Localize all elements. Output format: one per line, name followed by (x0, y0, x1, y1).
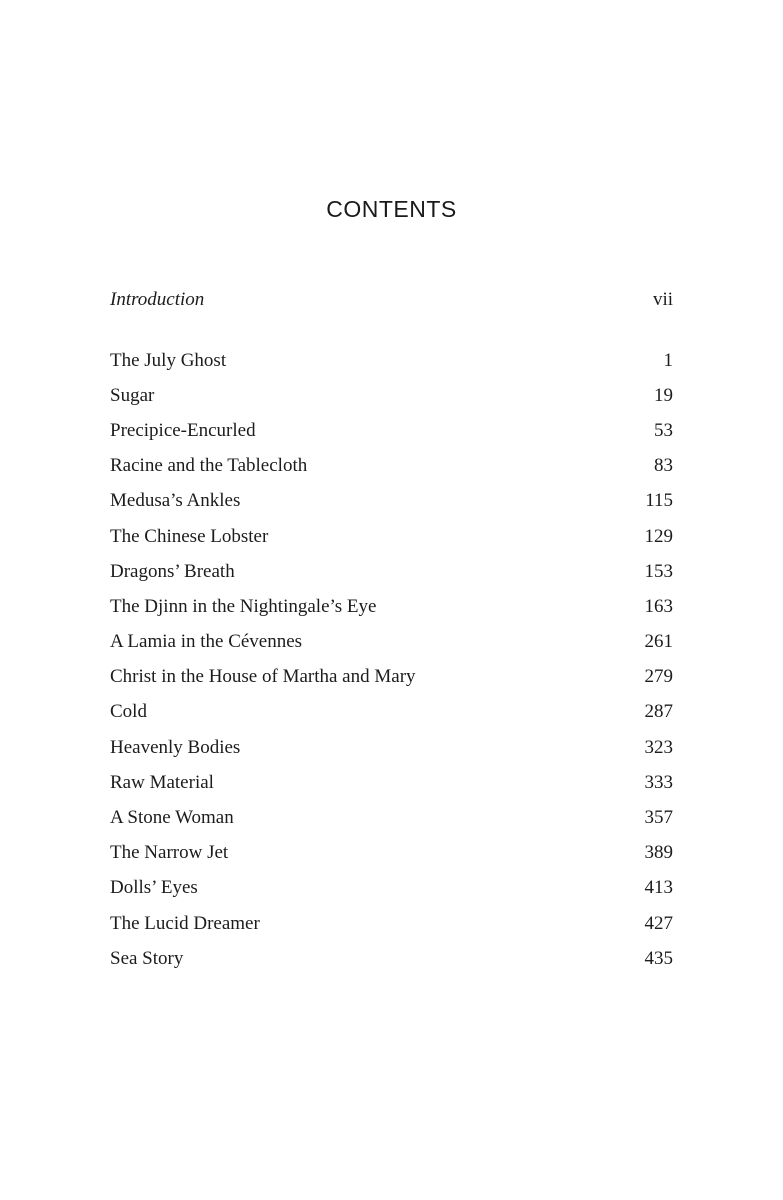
entry-page-number: 333 (644, 771, 673, 793)
entry-title: The Narrow Jet (110, 842, 229, 864)
toc-entry (110, 449, 673, 484)
entry-page-number: 1 (663, 349, 673, 371)
entry-title: Medusa’s Ankles (110, 490, 241, 512)
entry-page-number: 53 (654, 419, 673, 441)
toc-entry (110, 343, 673, 378)
entry-title: The Lucid Dreamer (110, 912, 260, 934)
toc-entry (110, 589, 673, 624)
toc-entry (110, 765, 673, 800)
entry-page-number: 115 (645, 490, 673, 512)
entry-title: A Lamia in the Cévennes (110, 631, 303, 653)
entry-page-number: 19 (654, 384, 673, 406)
entry-page-number: 389 (644, 842, 673, 864)
entry-title: The July Ghost (110, 349, 227, 371)
entry-page-number: 153 (644, 560, 673, 582)
toc-entry (110, 554, 673, 589)
entry-title: A Stone Woman (110, 807, 234, 829)
toc-entry (110, 941, 673, 976)
toc-entry (110, 871, 673, 906)
entry-title: Dragons’ Breath (110, 560, 235, 582)
entry-page-number: 287 (644, 701, 673, 723)
entry-title: Raw Material (110, 771, 214, 793)
toc-entry (110, 484, 673, 519)
entry-title: Christ in the House of Martha and Mary (110, 666, 416, 688)
entry-page-number: 413 (644, 877, 673, 899)
entry-page-number: 357 (644, 807, 673, 829)
toc-entry (110, 413, 673, 448)
entry-title: Introduction (110, 289, 205, 310)
toc-entry (110, 378, 673, 413)
toc-list (110, 343, 673, 976)
entry-page-number: 427 (644, 912, 673, 934)
page-title: CONTENTS (326, 196, 457, 222)
entry-page-number: 279 (644, 666, 673, 688)
entry-page-number: vii (652, 289, 673, 310)
entry-title: The Djinn in the Nightingale’s Eye (110, 595, 377, 617)
entry-title: The Chinese Lobster (110, 525, 269, 547)
toc-entry (110, 800, 673, 835)
toc-entry (110, 625, 673, 660)
entry-title: Cold (110, 701, 147, 723)
entry-title: Racine and the Tablecloth (110, 455, 308, 477)
entry-page-number: 261 (644, 631, 673, 653)
entry-page-number: 129 (644, 525, 673, 547)
toc-entry-introduction (110, 287, 673, 313)
toc-entry (110, 695, 673, 730)
toc-entry (110, 906, 673, 941)
entry-page-number: 435 (644, 947, 673, 969)
toc-entry (110, 660, 673, 695)
entry-title: Heavenly Bodies (110, 736, 241, 758)
entry-title: Sea Story (110, 947, 184, 969)
entry-title: Dolls’ Eyes (110, 877, 198, 899)
entry-page-number: 83 (654, 455, 673, 477)
entry-title: Sugar (110, 384, 155, 406)
entry-page-number: 163 (644, 595, 673, 617)
toc-entry (110, 730, 673, 765)
entry-page-number: 323 (644, 736, 673, 758)
toc-entry (110, 519, 673, 554)
entry-title: Precipice-Encurled (110, 419, 256, 441)
toc-entry (110, 836, 673, 871)
